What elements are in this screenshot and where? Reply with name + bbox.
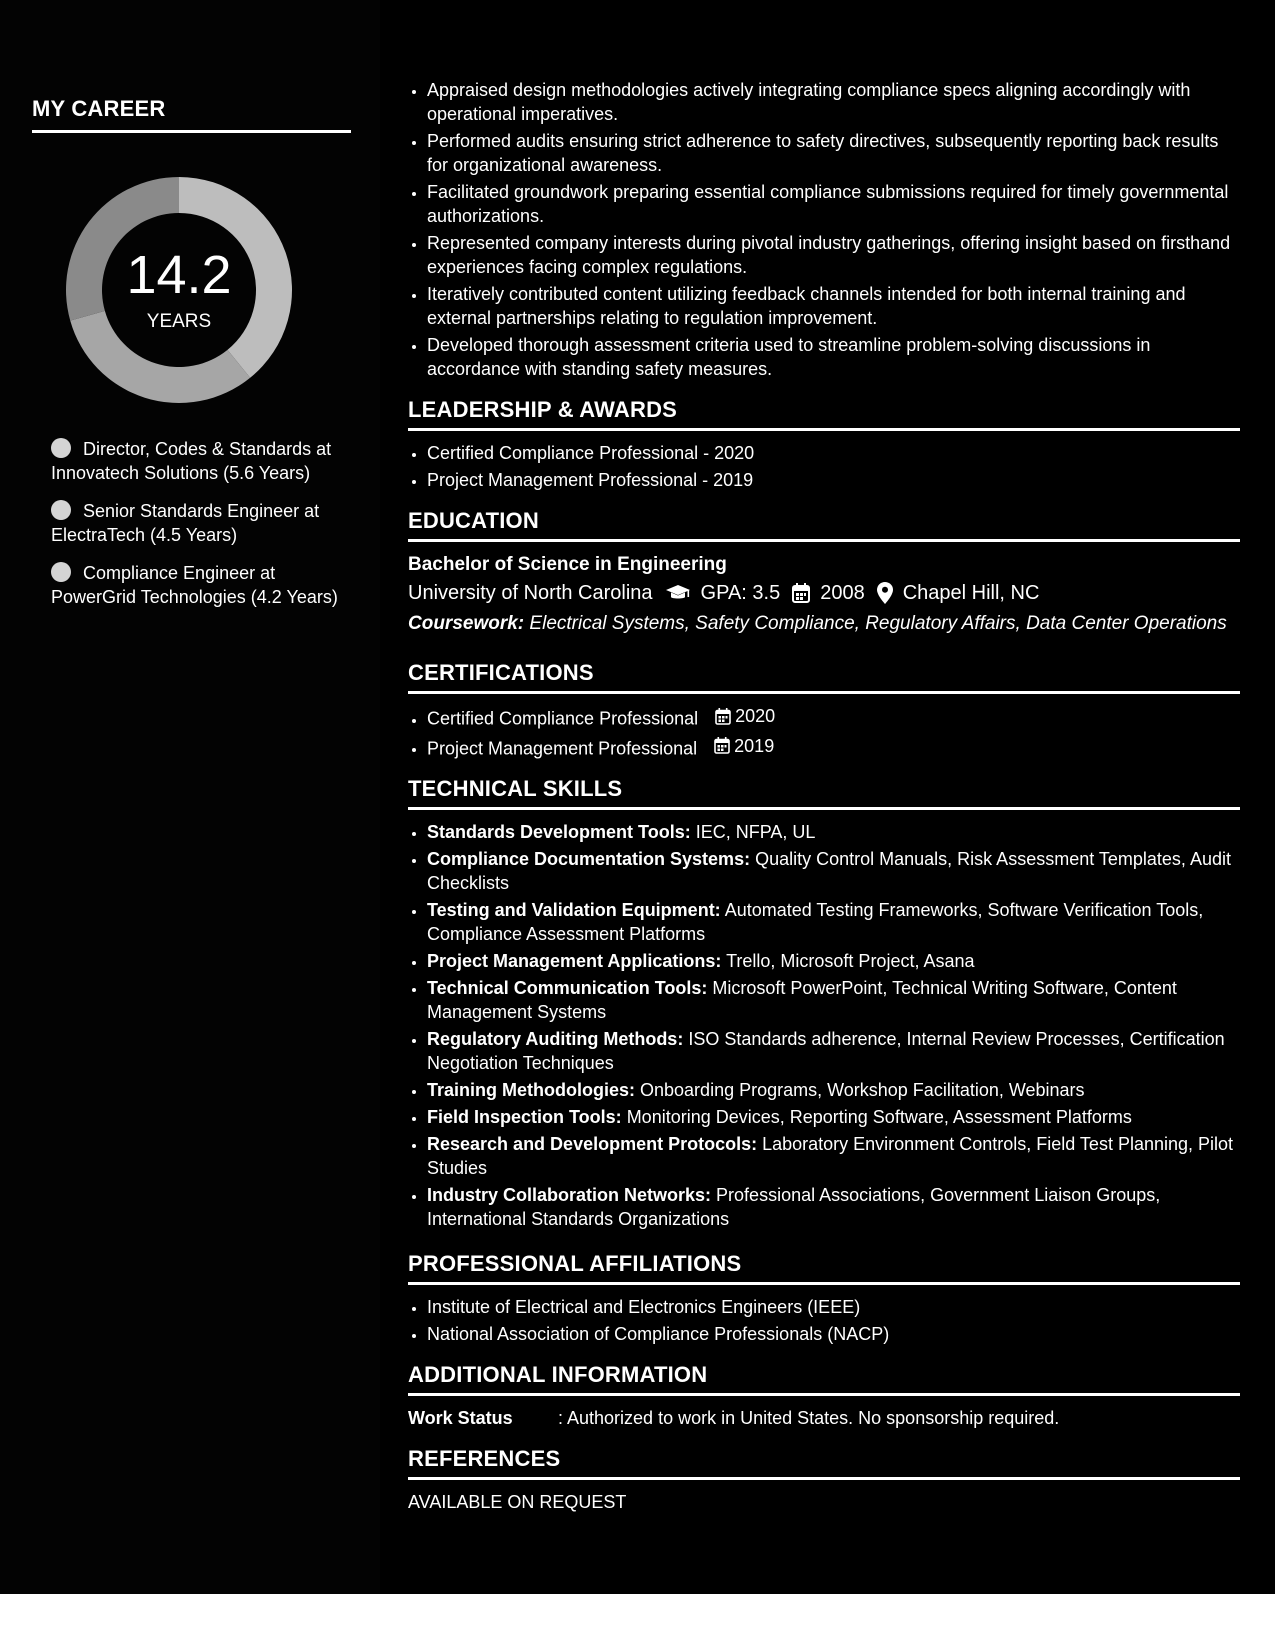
skill-item xyxy=(427,847,1240,895)
affiliations-section xyxy=(408,1251,1240,1346)
affiliation-item: • National Association of Compliance Professionals (NACP) xyxy=(427,1322,1240,1346)
career-item xyxy=(51,499,341,547)
coursework-text: Electrical Systems, Safety Compliance, Regulatory Affairs, Data Center Operations xyxy=(529,613,1227,634)
skill-label: Standards Development Tools: xyxy=(427,822,691,842)
total-years-value: 14.2 xyxy=(126,245,232,305)
career-item-text: Senior Standards Engineer at ElectraTech (4.5 Years) xyxy=(51,501,320,545)
education-coursework xyxy=(408,612,1240,636)
leadership-item: • Project Management Professional - 2019 xyxy=(427,468,1240,492)
skill-item xyxy=(427,1105,1240,1129)
certifications-section xyxy=(408,660,1240,760)
skill-item xyxy=(427,1078,1240,1102)
graduation-cap-icon xyxy=(665,583,691,603)
certification-year: 2019 xyxy=(734,735,775,756)
skill-value: Monitoring Devices, Reporting Software, Assessment Platforms xyxy=(626,1107,1132,1127)
bullet-dot-icon xyxy=(51,500,71,520)
section-title: REFERENCES xyxy=(408,1446,1240,1480)
skill-item xyxy=(427,1183,1240,1231)
education-school: University of North Carolina xyxy=(408,582,653,604)
certification-date xyxy=(715,704,775,728)
skill-value: Onboarding Programs, Workshop Facilitation, Webinars xyxy=(640,1080,1085,1100)
leadership-item: • Certified Compliance Professional - 2020 xyxy=(427,441,1240,465)
skill-item xyxy=(427,976,1240,1024)
education-details xyxy=(408,578,1240,608)
total-years-unit: YEARS xyxy=(146,311,212,332)
skill-item xyxy=(427,820,1240,844)
skill-item xyxy=(427,949,1240,973)
section-title: CERTIFICATIONS xyxy=(408,660,1240,694)
bullet-dot-icon xyxy=(51,438,71,458)
calendar-icon xyxy=(715,708,731,725)
section-title: ADDITIONAL INFORMATION xyxy=(408,1362,1240,1396)
career-item-text: Director, Codes & Standards at Innovatech Solutions (5.6 Years) xyxy=(51,439,332,483)
skill-label: Field Inspection Tools: xyxy=(427,1107,622,1127)
section-title: EDUCATION xyxy=(408,508,1240,542)
skill-item xyxy=(427,1027,1240,1075)
experience-bullet: • Developed thorough assessment criteria used to streamline problem-solving discussions in accordance with standing safety measures. xyxy=(427,333,1240,381)
experience-bullet: • Iteratively contributed content utilizing feedback channels intended for both internal training and external partnerships relating to regulation improvement. xyxy=(427,282,1240,330)
education-section xyxy=(408,508,1240,636)
calendar-icon xyxy=(792,583,810,603)
skills-list xyxy=(408,820,1240,1231)
career-list xyxy=(51,437,341,623)
skill-item xyxy=(427,898,1240,946)
experience-bullet: • Performed audits ensuring strict adherence to safety directives, subsequently reporting back results for organizational awareness. xyxy=(427,129,1240,177)
skill-label: Project Management Applications: xyxy=(427,951,722,971)
experience-bullets xyxy=(408,78,1240,381)
certification-name: Certified Compliance Professional xyxy=(427,708,699,729)
references-section xyxy=(408,1446,1240,1514)
work-status-value: : Authorized to work in United States. No sponsorship required. xyxy=(558,1408,1060,1428)
skill-label: Research and Development Protocols: xyxy=(427,1134,758,1154)
skill-item xyxy=(427,1132,1240,1180)
skill-value: Microsoft PowerPoint, Technical Writing Software, Content Management Systems xyxy=(427,978,1177,1022)
certification-item xyxy=(427,734,1240,761)
career-item-text: Compliance Engineer at PowerGrid Technologies (4.2 Years) xyxy=(51,563,338,607)
skill-value: Professional Associations, Government Liaison Groups, International Standards Organizations xyxy=(427,1185,1161,1229)
skill-label: Testing and Validation Equipment: xyxy=(427,900,721,920)
section-title: LEADERSHIP & AWARDS xyxy=(408,397,1240,431)
main-content xyxy=(408,78,1240,1514)
calendar-icon xyxy=(714,737,730,754)
skill-label: Training Methodologies: xyxy=(427,1080,635,1100)
section-title: TECHNICAL SKILLS xyxy=(408,776,1240,810)
experience-bullet: • Facilitated groundwork preparing essential compliance submissions required for timely governmental authorizations. xyxy=(427,180,1240,228)
skill-label: Technical Communication Tools: xyxy=(427,978,708,998)
skill-value: Automated Testing Frameworks, Software Verification Tools, Compliance Assessment Platforms xyxy=(427,900,1204,944)
skill-value: IEC, NFPA, UL xyxy=(695,822,816,842)
sidebar-title: MY CAREER xyxy=(32,96,351,133)
affiliation-item: • Institute of Electrical and Electronics Engineers (IEEE) xyxy=(427,1295,1240,1319)
skill-label: Industry Collaboration Networks: xyxy=(427,1185,712,1205)
bullet-dot-icon xyxy=(51,562,71,582)
career-item xyxy=(51,561,341,609)
skill-value: Laboratory Environment Controls, Field Test Planning, Pilot Studies xyxy=(427,1134,1234,1178)
certification-name: Project Management Professional xyxy=(427,738,698,758)
certification-date xyxy=(714,734,774,758)
skill-value: ISO Standards adherence, Internal Review Processes, Certification Negotiation Techniques xyxy=(427,1029,1225,1073)
leadership-section xyxy=(408,397,1240,492)
skills-section xyxy=(408,776,1240,1231)
work-status-row xyxy=(408,1406,1240,1430)
certification-year: 2020 xyxy=(735,706,776,726)
skill-value: Trello, Microsoft Project, Asana xyxy=(726,951,975,971)
skill-label: Regulatory Auditing Methods: xyxy=(427,1029,684,1049)
education-location: Chapel Hill, NC xyxy=(902,582,1040,604)
additional-section xyxy=(408,1362,1240,1430)
section-title: PROFESSIONAL AFFILIATIONS xyxy=(408,1251,1240,1285)
coursework-label: Coursework: xyxy=(408,613,525,634)
education-year: 2008 xyxy=(820,582,865,604)
experience-bullet: • Represented company interests during pivotal industry gatherings, offering insight based on firsthand experiences facing complex regulations. xyxy=(427,231,1240,279)
skill-label: Compliance Documentation Systems: xyxy=(427,849,751,869)
work-status-label: Work Status xyxy=(408,1408,513,1428)
certification-item xyxy=(427,704,1240,731)
sidebar xyxy=(0,0,380,1594)
education-gpa: GPA: 3.5 xyxy=(700,582,781,604)
skill-value: Quality Control Manuals, Risk Assessment Templates, Audit Checklists xyxy=(427,849,1231,893)
map-pin-icon xyxy=(877,582,893,604)
education-degree: Bachelor of Science in Engineering xyxy=(408,554,727,575)
career-item xyxy=(51,437,341,485)
experience-bullet: • Appraised design methodologies actively integrating compliance specs aligning accordingly with operational imperatives. xyxy=(427,78,1240,126)
references-text: AVAILABLE ON REQUEST xyxy=(408,1492,627,1512)
